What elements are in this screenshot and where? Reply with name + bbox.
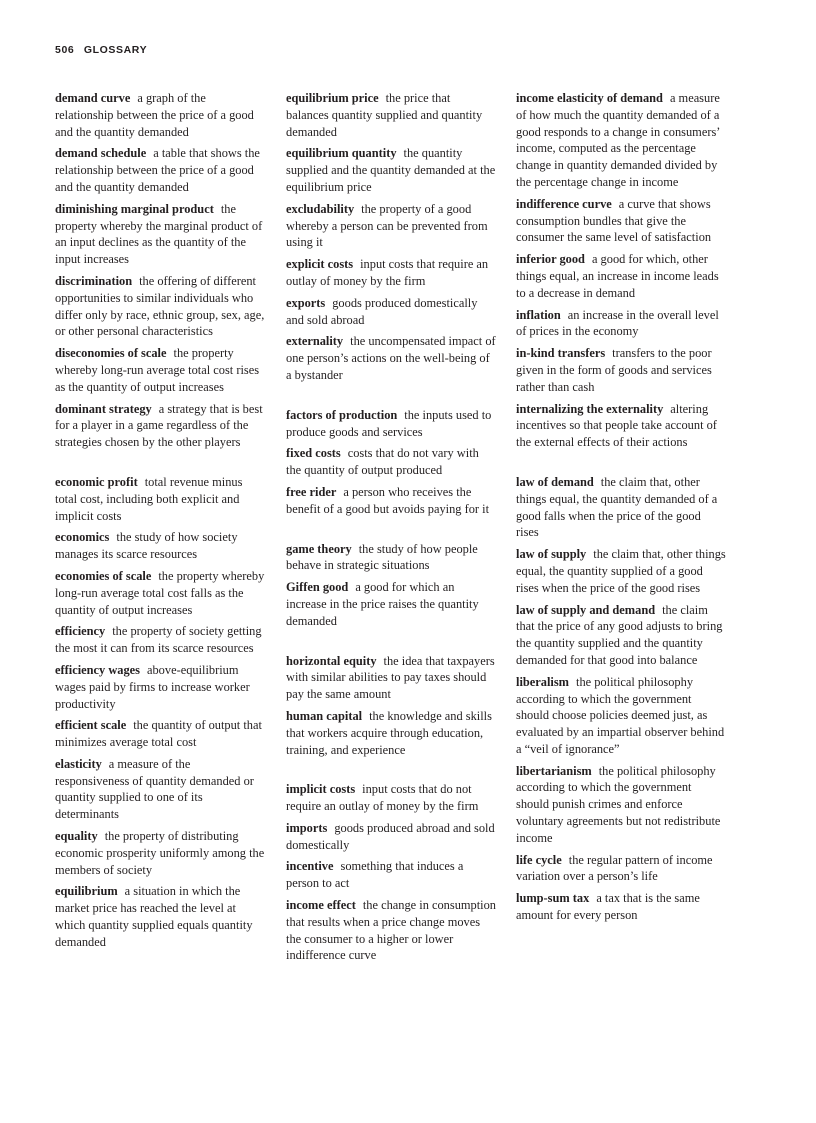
glossary-definition: the political philosophy according to which the government should punish crimes and enforce voluntary agreements but not redistribute income (516, 763, 721, 845)
glossary-term: law of demand (516, 474, 594, 489)
glossary-definition: total revenue minus total cost, including both explicit and implicit costs (55, 474, 243, 523)
glossary-entry (55, 828, 265, 878)
glossary-definition: a curve that shows consumption bundles that give the consumer the same level of satisfaction (516, 196, 712, 245)
glossary-definition: the regular pattern of income variation over a person’s life (516, 852, 713, 884)
glossary-term: economic profit (55, 474, 138, 489)
glossary-definition: the study of how society manages its scarce resources (55, 530, 238, 562)
glossary-definition: a good for which, other things equal, an increase in income leads to a decrease in demand (516, 252, 719, 300)
glossary-term: dominant strategy (55, 401, 152, 416)
glossary-entry (286, 781, 496, 815)
page-number: 506 (55, 44, 75, 56)
glossary-definition: costs that do not vary with the quantity of output produced (286, 446, 479, 478)
letter-group-gap (286, 523, 496, 541)
glossary-term: inferior good (516, 252, 585, 267)
glossary-entry (55, 662, 265, 712)
glossary-entry (516, 602, 726, 669)
glossary-term: incentive (286, 859, 334, 874)
glossary-definition: the idea that taxpayers with similar abilities to pay taxes should pay the same amount (286, 653, 495, 702)
glossary-term: implicit costs (286, 782, 356, 797)
glossary-entry (286, 256, 496, 290)
glossary-entry (286, 820, 496, 854)
glossary-term: inflation (516, 307, 561, 322)
glossary-term: free rider (286, 484, 337, 499)
glossary-term: law of supply and demand (516, 602, 656, 617)
letter-group-gap (55, 456, 265, 474)
glossary-term: equilibrium price (286, 91, 379, 105)
glossary-term: horizontal equity (286, 653, 377, 668)
glossary-term: demand curve (55, 91, 131, 105)
glossary-term: life cycle (516, 852, 562, 867)
glossary-term: efficient scale (55, 718, 127, 733)
glossary-definition: the claim that, other things equal, the quantity demanded of a good falls when the price of the good rises (516, 474, 718, 540)
glossary-term: fixed costs (286, 446, 341, 461)
glossary-term: factors of production (286, 407, 398, 422)
glossary-entry (516, 674, 726, 758)
glossary-column-2 (286, 90, 496, 969)
glossary-term: elasticity (55, 756, 102, 771)
glossary-definition: the knowledge and skills that workers acquire through education, training, and experience (286, 708, 492, 757)
glossary-definition: something that induces a person to act (286, 859, 464, 891)
glossary-entry (55, 568, 265, 618)
glossary-definition: the property whereby long-run average total cost falls as the quantity of output increases (55, 568, 265, 617)
glossary-term: excludability (286, 201, 355, 216)
glossary-entry (516, 890, 726, 924)
glossary-term: exports (286, 295, 326, 310)
glossary-term: economics (55, 530, 110, 545)
glossary-column-1 (55, 90, 265, 956)
glossary-term: in-kind transfers (516, 346, 606, 361)
glossary-definition: the property of a good whereby a person can be prevented from using it (286, 201, 488, 250)
glossary-term: efficiency wages (55, 662, 140, 677)
glossary-entry (516, 852, 726, 886)
glossary-entry (516, 474, 726, 541)
glossary-definition: input costs that require an outlay of money by the firm (286, 257, 489, 288)
letter-group-gap (286, 635, 496, 653)
glossary-definition: the inputs used to produce goods and services (286, 407, 492, 439)
glossary-entry (516, 546, 726, 596)
glossary-entry (55, 345, 265, 395)
section-title: GLOSSARY (83, 44, 148, 56)
glossary-term: income effect (286, 898, 356, 913)
glossary-definition: a person who receives the benefit of a good but avoids paying for it (286, 484, 490, 516)
glossary-definition: goods produced domestically and sold abroad (286, 295, 478, 327)
glossary-entry (286, 145, 496, 195)
glossary-definition: the property of distributing economic prosperity uniformly among the members of society (55, 829, 265, 877)
glossary-definition: the change in consumption that results when a price change moves the consumer to a higher or lower indifference curve (286, 898, 496, 963)
glossary-definition: a good for which an increase in the price raises the quantity demanded (286, 580, 479, 628)
glossary-definition: the property of society getting the most it can from its scarce resources (55, 624, 262, 656)
glossary-entry (55, 401, 265, 451)
glossary-term: diseconomies of scale (55, 346, 167, 361)
glossary-definition: a graph of the relationship between the price of a good and the quantity demanded (55, 91, 254, 139)
glossary-definition: input costs that do not require an outlay of money by the firm (286, 782, 479, 814)
glossary-term: demand schedule (55, 146, 147, 161)
glossary-entry (516, 307, 726, 341)
glossary-definition: altering incentives so that people take account of the external effects of their actions (516, 401, 717, 450)
glossary-definition: the political philosophy according to which the government should choose policies deemed just, as evaluated by an impartial observer behind a “veil of ignorance” (516, 674, 725, 756)
glossary-term: economies of scale (55, 568, 152, 583)
glossary-definition: a tax that is the same amount for every person (516, 891, 700, 923)
glossary-definition: above-equilibrium wages paid by firms to increase worker productivity (55, 662, 250, 711)
glossary-term: lump-sum tax (516, 891, 590, 906)
glossary-term: Giffen good (286, 580, 349, 595)
glossary-entry (55, 273, 265, 340)
glossary-term: equilibrium (55, 884, 118, 899)
glossary-definition: the claim that the price of any good adjusts to bring the quantity supplied and the quantity demanded for that good into balance (516, 602, 723, 667)
letter-group-gap (516, 456, 726, 474)
glossary-entry (286, 333, 496, 383)
glossary-definition: the uncompensated impact of one person’s actions on the well-being of a bystander (286, 334, 496, 382)
glossary-entry (286, 407, 496, 441)
glossary-entry (286, 897, 496, 964)
glossary-definition: the quantity of output that minimizes average total cost (55, 718, 262, 750)
glossary-entry (55, 623, 265, 657)
letter-group-gap (286, 389, 496, 407)
glossary-entry (516, 763, 726, 847)
glossary-definition: a situation in which the market price has reached the level at which quantity supplied equals quantity demanded (55, 884, 253, 949)
glossary-entry (516, 251, 726, 301)
glossary-term: game theory (286, 541, 352, 556)
glossary-entry (516, 196, 726, 246)
glossary-term: efficiency (55, 624, 106, 639)
glossary-term: discrimination (55, 273, 133, 288)
glossary-entry (516, 401, 726, 451)
glossary-definition: an increase in the overall level of prices in the economy (516, 307, 719, 339)
glossary-entry (55, 145, 265, 195)
glossary-entry (286, 653, 496, 703)
glossary-definition: a strategy that is best for a player in a game regardless of the strategies chosen by the other players (55, 401, 263, 450)
letter-group-gap (286, 763, 496, 781)
glossary-entry (286, 541, 496, 575)
glossary-term: libertarianism (516, 763, 592, 778)
running-head (55, 44, 147, 56)
glossary-term: indifference curve (516, 196, 612, 211)
glossary-entry (516, 345, 726, 395)
glossary-term: human capital (286, 708, 363, 723)
glossary-definition: a table that shows the relationship between the price of a good and the quantity demanded (55, 146, 260, 194)
glossary-entry (55, 201, 265, 268)
glossary-column-3 (516, 90, 726, 929)
glossary-definition: the property whereby long-run average total cost rises as the quantity of output increases (55, 346, 260, 394)
glossary-term: internalizing the externality (516, 401, 664, 416)
glossary-definition: the offering of different opportunities to similar individuals who differ only by race, ethnic group, sex, age, or other personal characteristics (55, 273, 265, 339)
glossary-term: imports (286, 820, 328, 835)
glossary-entry (286, 445, 496, 479)
glossary-term: liberalism (516, 674, 569, 689)
glossary-definition: the property whereby the marginal product of an input declines as the quantity of the input increases (55, 201, 263, 267)
glossary-entry (286, 858, 496, 892)
glossary-term: income elasticity of demand (516, 91, 663, 105)
glossary-entry (286, 708, 496, 758)
glossary-entry (286, 90, 496, 140)
glossary-term: externality (286, 334, 344, 349)
glossary-entry (286, 484, 496, 518)
glossary-definition: a measure of the responsiveness of quantity demanded or quantity supplied to one of its determinants (55, 756, 254, 822)
glossary-term: law of supply (516, 547, 587, 562)
glossary-entry (55, 883, 265, 950)
glossary-term: equality (55, 829, 98, 844)
glossary-entry (55, 474, 265, 524)
glossary-definition: the study of how people behave in strategic situations (286, 541, 478, 573)
glossary-term: diminishing marginal product (55, 201, 214, 216)
glossary-term: equilibrium quantity (286, 146, 397, 161)
glossary-entry (55, 756, 265, 823)
glossary-term: explicit costs (286, 257, 354, 272)
glossary-definition: a measure of how much the quantity demanded of a good responds to a change in consumers’ income, computed as the percentage change in quantity demanded divided by the percentage change in income (516, 91, 720, 189)
glossary-definition: transfers to the poor given in the form of goods and services rather than cash (516, 346, 712, 394)
glossary-entry (55, 90, 265, 140)
glossary-entry (286, 579, 496, 629)
glossary-entry (55, 717, 265, 751)
glossary-entry (55, 529, 265, 563)
glossary-entry (286, 201, 496, 251)
glossary-definition: the price that balances quantity supplied and quantity demanded (286, 91, 483, 139)
glossary-definition: the claim that, other things equal, the quantity supplied of a good rises when the price of the good rises (516, 547, 726, 595)
glossary-definition: the quantity supplied and the quantity demanded at the equilibrium price (286, 146, 496, 194)
glossary-entry (516, 90, 726, 191)
glossary-definition: goods produced abroad and sold domestically (286, 820, 495, 852)
glossary-entry (286, 295, 496, 329)
